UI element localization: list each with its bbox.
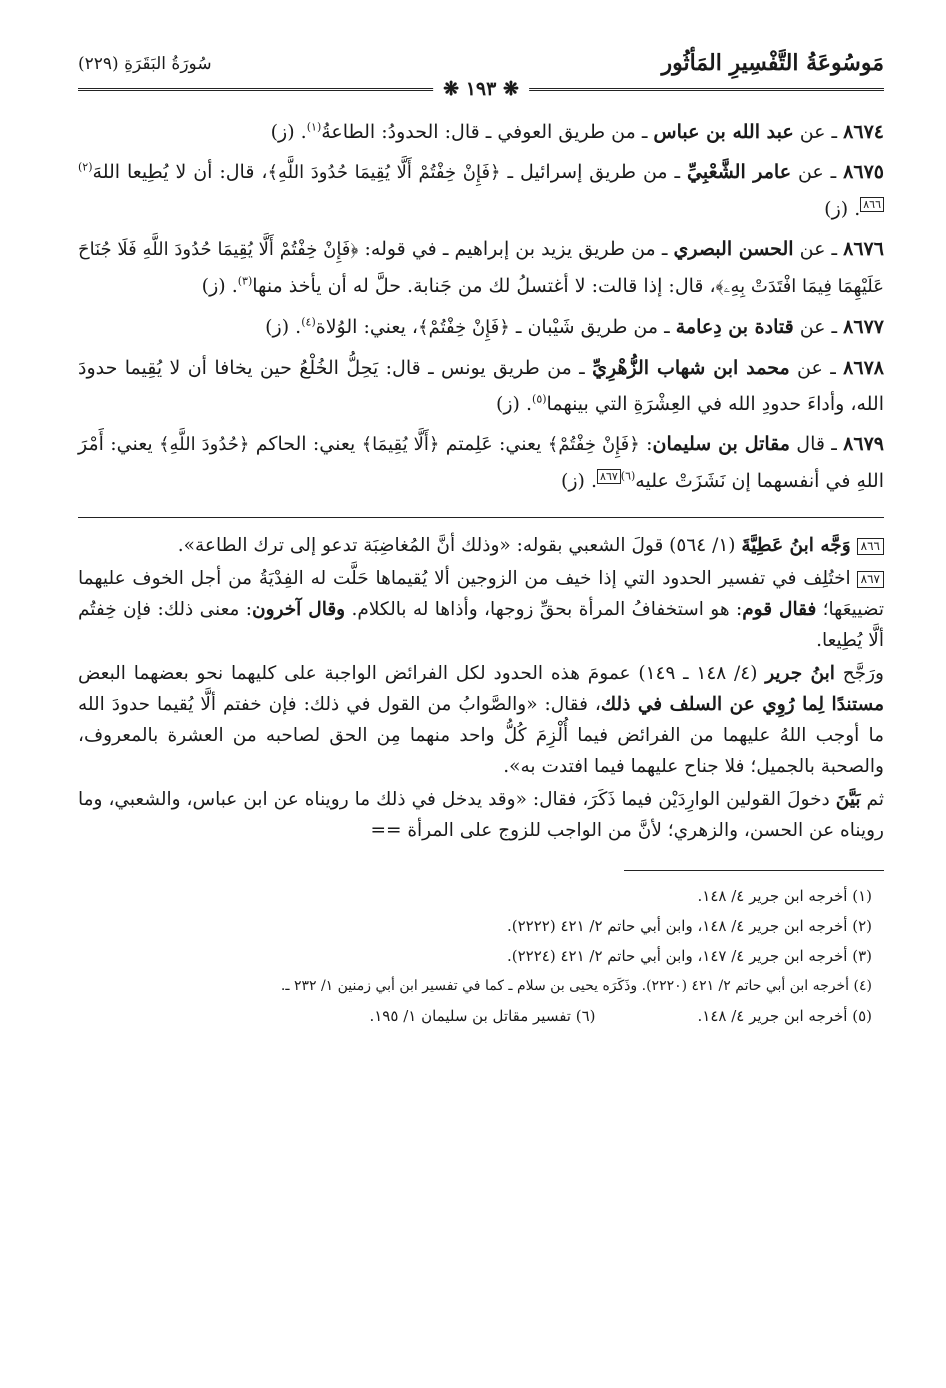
lead: ـ عن <box>793 121 844 143</box>
lead: ـ عن <box>791 161 844 183</box>
footnote-row <box>78 1001 884 1031</box>
tail: . (ز) <box>495 393 533 415</box>
narration-8675 <box>78 154 884 227</box>
quran-quote: ﴿أَلَّا يُقِيمَا﴾ <box>361 434 440 455</box>
commentary-continuation <box>78 784 884 846</box>
commentary-text: اختُلِف في تفسير الحدود التي إذا خيف من الزوجين ألا يُقيماها حَلَّت له الفِدْيَةُ من أجل الخوف عليهما تضييعَها؛ <box>78 568 884 620</box>
narrator-name: عبد الله بن عباس <box>653 121 794 143</box>
narration-text: يعني: أَمْرَ اللهِ في أنفسهما إن نَشَزَتْ عليه <box>78 433 884 492</box>
footnote-4: (٤) أخرجه ابن أبي حاتم ٢/ ٤٢١ (٢٢٢٠). وذَكَرَه يحيى بن سلام ـ كما في تفسير ابن أبي زمنين ١/ ٢٣٢ ـ. <box>280 978 872 994</box>
footnote-ref[interactable]: (١) <box>306 120 322 134</box>
quran-quote: ﴿فَإِنْ خِفْتُمْ أَلَّا يُقِيمَا حُدُودَ اللَّهِ فَلَا جُنَاحَ عَلَيْهِمَا فِيمَا افْتَدَتْ بِهِۦ﴾ <box>78 239 884 297</box>
lead: ـ عن <box>793 238 844 260</box>
narration-number: ٨٦٧٨ <box>843 357 884 379</box>
tail: . (ز) <box>824 198 861 220</box>
commentary-number-box: ٨٦٧ <box>857 571 884 588</box>
book-title: مَوسُوعَةُ التَّفْسِيرِ المَأثُور <box>661 50 884 76</box>
narration-number: ٨٦٧٧ <box>843 316 884 338</box>
commentary <box>78 530 884 846</box>
footnote-6: (٦) تفسير مقاتل بن سليمان ١/ ١٩٥. <box>369 1007 596 1025</box>
footnote-ref[interactable]: (٦) <box>620 469 636 483</box>
ayah-number: (٢٢٩) <box>78 54 119 74</box>
commentary-text: ورَجَّح <box>834 663 884 684</box>
page-number <box>433 78 529 100</box>
narrations <box>78 114 884 499</box>
narration-text: ـ من طريق العوفي ـ قال: الحدودُ: الطاعةُ <box>321 121 654 143</box>
tail: . (ز) <box>201 275 238 297</box>
commentary-text: (١/ ٥٦٤) قولَ الشعبي بقوله: «وذلك أنَّ المُغاضِبَة تدعو إلى ترك الطاعة». <box>177 535 742 556</box>
emphasis: بَيَّنَ <box>835 789 861 810</box>
running-header <box>78 50 884 100</box>
commentary-number-box: ٨٦٦ <box>857 538 884 555</box>
narrator-name: قتادة بن دِعامة <box>675 316 794 338</box>
lead: ـ قال <box>789 433 844 455</box>
commentary-text: ، فقال: «والصَّوابُ من القول في ذلك: فإن خفتم ألَّا يُقيما حدودَ الله ما أوجب اللهُ عليهما من الفرائض فيما أُلْزِمَ كُلُّ واحد منهما مِن الحق لصاحبه من العشرة بالمعروف، والصحبة بالجميل؛ فلا جناح عليهما فيما افتدت به». <box>78 694 884 777</box>
narration-text: ـ من طريق شَيْبان ـ <box>509 316 676 338</box>
narration-number: ٨٦٧٤ <box>843 121 884 143</box>
narration-number: ٨٦٧٦ <box>843 238 884 260</box>
footnote-ref[interactable]: (٤) <box>301 315 316 329</box>
section-divider <box>78 517 884 518</box>
commentary-867 <box>78 563 884 656</box>
ornament-icon: ❋ <box>443 78 460 100</box>
narration-8678 <box>78 350 884 422</box>
narration-text: ـ من طريق يونس ـ قال: يَحِلُّ الخُلْعُ حين يخافا أن لا يُقِيما حدودَ الله، وأداءَ حدودِ الله في العِشْرَةِ التي بينهما <box>78 357 884 415</box>
narration-number: ٨٦٧٥ <box>843 161 884 183</box>
commentary-866 <box>78 530 884 561</box>
narrator-name: محمد ابن شهاب الزُّهْرِيِّ <box>592 357 790 379</box>
scholar-name: وَجَّه ابنُ عَطِيَّةَ <box>741 535 851 556</box>
lead: ـ عن <box>793 316 844 338</box>
ornament-icon: ❋ <box>502 78 519 100</box>
footnote-1: (١) أخرجه ابن جرير ٤/ ١٤٨. <box>697 887 872 905</box>
narration-8674 <box>78 114 884 150</box>
opinion-label: فقال قوم <box>742 599 817 620</box>
scholar-name: ابنُ جرير <box>765 663 835 684</box>
footnote-ref[interactable]: (٢) <box>78 160 93 174</box>
surah-label <box>78 54 212 74</box>
commentary-ref-box[interactable]: ٨٦٧ <box>597 469 621 484</box>
narration-8679 <box>78 426 884 499</box>
surah-name: سُورَةُ البَقَرَةِ <box>124 54 212 74</box>
commentary-text: دخولَ القولين الوارِدَيْن فيما ذَكَرَ، فقال: «وقد يدخل في ذلك ما رويناه عن ابن عباس، والشعبي، وما رويناه عن الحسن، والزهري؛ لأنَّ من الواجب للزوج على المرأة == <box>78 789 884 841</box>
tail: . (ز) <box>265 316 302 338</box>
narration-text: ، قال: أن لا يُطِيعا اللهَ <box>92 161 268 183</box>
page <box>78 50 884 1031</box>
quran-quote: ﴿فَإِنْ خِفْتُمْ﴾ <box>547 434 640 455</box>
narration-text: يعني: الحاكم <box>249 433 362 455</box>
narration-text: ـ من طريق يزيد بن إبراهيم ـ في قوله: <box>358 238 674 260</box>
commentary-text: ثم <box>860 789 884 810</box>
footnote-3: (٣) أخرجه ابن جرير ٤/ ١٤٧، وابن أبي حاتم ٢/ ٤٢١ (٢٢٢٤). <box>506 947 872 965</box>
footnote-2: (٢) أخرجه ابن جرير ٤/ ١٤٨، وابن أبي حاتم ٢/ ٤٢١ (٢٢٢٢). <box>506 917 872 935</box>
footnotes <box>78 881 884 1031</box>
narration-8676 <box>78 231 884 305</box>
tail: . (ز) <box>270 121 307 143</box>
lead: ـ عن <box>789 357 844 379</box>
narrator-name: مقاتل بن سليمان <box>652 433 790 455</box>
commentary-text: : هو استخفافُ المرأة بحقِّ زوجها، وأذاها له بالكلام. <box>345 599 743 620</box>
commentary-ref-box[interactable]: ٨٦٦ <box>860 197 884 212</box>
commentary-text: : معنى ذلك: فإن خِفتُم ألَّا يُطِيعا. <box>78 599 884 651</box>
narration-number: ٨٦٧٩ <box>843 433 884 455</box>
footnote-ref[interactable]: (٣) <box>237 274 253 288</box>
commentary-text: (٤/ ١٤٨ ـ ١٤٩) عمومَ هذه الحدود لكل الفرائض الواجبة على كليهما نحو بعضهما البعض <box>78 663 766 684</box>
quran-quote: ﴿فَإِنْ خِفْتُمْ﴾ <box>418 317 510 338</box>
footnote-rule <box>624 870 884 871</box>
opinion-label: وقال آخرون <box>252 599 346 620</box>
commentary-preference <box>78 658 884 782</box>
narration-8677 <box>78 309 884 346</box>
narrator-name: الحسن البصري <box>673 238 794 260</box>
footnote-5: (٥) أخرجه ابن جرير ٤/ ١٤٨. <box>697 1007 872 1025</box>
narration-text: ، قال: إذا قالت: لا أغتسلُ لك من جَنابة. حلَّ له أن يأخذ منها <box>252 275 716 297</box>
narration-text: يعني: عَلِمتم <box>439 433 548 455</box>
tail: . (ز) <box>560 470 598 492</box>
narration-text: ـ من طريق إسرائيل ـ <box>500 161 687 183</box>
narration-text: ، يعني: الوُلاة <box>315 316 419 338</box>
narrator-name: عامر الشَّعْبِيِّ <box>687 161 792 183</box>
page-number-value: ١٩٣ <box>465 78 497 100</box>
quran-quote: ﴿فَإِنْ خِفْتُمْ أَلَّا يُقِيمَا حُدُودَ اللَّهِ﴾ <box>267 162 501 183</box>
narration-text: : <box>639 433 653 455</box>
emphasis: مستندًا لِما رُوِي عن السلف في ذلك <box>600 694 884 715</box>
footnote-ref[interactable]: (٥) <box>532 392 547 406</box>
quran-quote: ﴿حُدُودَ اللَّهِ﴾ <box>158 434 250 455</box>
